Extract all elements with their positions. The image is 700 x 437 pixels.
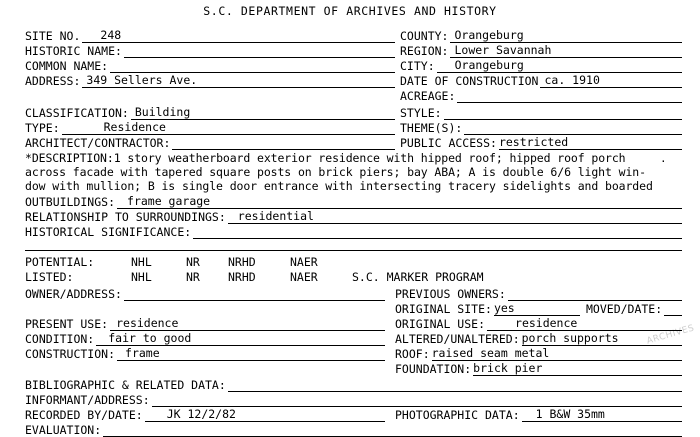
address-rule[interactable]: [82, 75, 395, 88]
potential-option-nr[interactable]: NR: [186, 255, 200, 269]
roof-rule[interactable]: [432, 348, 682, 361]
listed-option-naer[interactable]: NAER: [290, 270, 318, 284]
region-value: Lower Savannah: [454, 45, 552, 57]
archives-stamp: ARCHIVES: [645, 323, 696, 347]
field-moved-date[interactable]: [586, 301, 682, 316]
roof-label: ROOF:: [395, 347, 430, 361]
roof-value: raised seam metal: [431, 348, 550, 360]
field-present-use[interactable]: [25, 316, 385, 331]
present-use-value: residence: [116, 318, 179, 330]
field-date-of-construction[interactable]: [400, 73, 682, 88]
field-historical-significance[interactable]: [25, 224, 682, 239]
historic-name-rule[interactable]: [124, 45, 395, 58]
relationship-value: residential: [237, 211, 314, 223]
field-type[interactable]: [25, 120, 395, 135]
date-of-construction-value: ca. 1910: [544, 75, 600, 87]
region-rule[interactable]: [450, 45, 682, 58]
outbuildings-label: OUTBUILDINGS:: [25, 195, 116, 209]
historical-significance-label: HISTORICAL SIGNIFICANCE:: [25, 225, 192, 239]
county-label: COUNTY:: [400, 29, 449, 43]
field-city[interactable]: [400, 58, 682, 73]
field-informant-address[interactable]: [25, 392, 682, 407]
outbuildings-value: frame garage: [127, 196, 211, 208]
relationship-label: RELATIONSHIP TO SURROUNDINGS:: [25, 210, 226, 224]
potential-option-nhl[interactable]: NHL: [131, 255, 152, 269]
field-site-no[interactable]: [25, 28, 395, 43]
listed-option-nrhd[interactable]: NRHD: [228, 270, 256, 284]
description-line-3: dow with mullion; B is single door entrance with intersecting tracery sidelights and boarded: [25, 179, 653, 193]
field-common-name[interactable]: [25, 58, 395, 73]
photographic-data-value: 1 B&W 35mm: [535, 409, 605, 421]
county-rule[interactable]: [450, 30, 682, 43]
potential-option-naer[interactable]: NAER: [290, 255, 318, 269]
moved-date-label: MOVED/DATE:: [586, 302, 663, 316]
site-no-label: SITE NO.: [25, 29, 81, 43]
city-value: Orangeburg: [454, 60, 524, 72]
present-use-label: PRESENT USE:: [25, 317, 109, 331]
description-line-1: [25, 152, 626, 165]
original-site-value: yes: [493, 303, 515, 315]
architect-contractor-rule[interactable]: [172, 137, 395, 150]
description-line-2: across facade with tapered square posts on brick piers; bay ABA; A is double 6/6 light win-: [25, 165, 646, 179]
site-no-value: 248: [100, 30, 122, 42]
description-label: *DESCRIPTION:: [25, 151, 114, 165]
informant-address-rule[interactable]: [152, 394, 682, 407]
field-county[interactable]: [400, 28, 682, 43]
city-label: CITY:: [400, 59, 435, 73]
foundation-value: brick pier: [473, 363, 543, 375]
foundation-rule[interactable]: [473, 363, 682, 376]
informant-address-label: INFORMANT/ADDRESS:: [25, 393, 150, 407]
original-use-value: residence: [515, 318, 578, 330]
owner-address-rule[interactable]: [124, 288, 385, 301]
field-bibliographic[interactable]: [25, 377, 682, 392]
listed-option-nr[interactable]: NR: [186, 270, 200, 284]
condition-value: fair to good: [108, 333, 192, 345]
original-use-rule[interactable]: [487, 318, 682, 331]
style-label: STYLE:: [400, 106, 442, 120]
evaluation-label: EVALUATION:: [25, 423, 102, 437]
field-photographic-data[interactable]: [395, 407, 682, 422]
bibliographic-rule[interactable]: [228, 379, 682, 392]
field-address[interactable]: [25, 73, 395, 88]
public-access-rule[interactable]: [499, 137, 682, 150]
field-roof[interactable]: [395, 346, 682, 361]
address-value: 349 Sellers Ave.: [86, 75, 198, 87]
themes-rule[interactable]: [464, 122, 682, 135]
historical-significance-rule[interactable]: [193, 226, 682, 239]
altered-unaltered-label: ALTERED/UNALTERED:: [395, 332, 520, 346]
document-title: S.C. DEPARTMENT OF ARCHIVES AND HISTORY: [203, 4, 497, 18]
field-original-site[interactable]: [395, 301, 580, 316]
present-use-rule[interactable]: [110, 318, 385, 331]
field-construction[interactable]: [25, 346, 385, 361]
site-no-rule[interactable]: [82, 30, 395, 43]
recorded-by-date-label: RECORDED BY/DATE:: [25, 408, 143, 422]
field-outbuildings[interactable]: [25, 194, 682, 209]
style-rule[interactable]: [444, 107, 682, 120]
type-value: Residence: [103, 122, 166, 134]
field-architect-contractor[interactable]: [25, 135, 395, 150]
field-region[interactable]: [400, 43, 682, 58]
condition-label: CONDITION:: [25, 332, 95, 346]
altered-unaltered-value: porch supports: [521, 333, 619, 345]
field-relationship-to-surroundings[interactable]: [25, 209, 682, 224]
field-altered-unaltered[interactable]: [395, 331, 682, 346]
field-historic-name[interactable]: [25, 43, 395, 58]
recorded-by-date-rule[interactable]: [145, 409, 385, 422]
classification-value: Building: [134, 107, 191, 119]
classification-label: CLASSIFICATION:: [25, 106, 129, 120]
public-access-value: restricted: [498, 137, 569, 149]
description-text-1: 1 story weatherboard exterior residence with hipped roof; hipped roof porch: [113, 151, 626, 165]
common-name-label: COMMON NAME:: [25, 59, 109, 73]
field-evaluation[interactable]: [25, 422, 682, 437]
listed-option-nhl[interactable]: NHL: [131, 270, 152, 284]
field-style[interactable]: [400, 105, 682, 120]
field-foundation[interactable]: [395, 361, 682, 376]
field-original-use[interactable]: [395, 316, 682, 331]
potential-label: POTENTIAL:: [25, 255, 95, 269]
bibliographic-label: BIBLIOGRAPHIC & RELATED DATA:: [25, 378, 226, 392]
type-rule[interactable]: [62, 122, 395, 135]
construction-rule[interactable]: [117, 348, 385, 361]
evaluation-rule[interactable]: [103, 424, 682, 437]
field-themes[interactable]: [400, 120, 682, 135]
common-name-rule[interactable]: [110, 60, 395, 73]
original-site-label: ORIGINAL SITE:: [395, 302, 492, 316]
field-classification[interactable]: [25, 105, 395, 120]
acreage-rule[interactable]: [457, 90, 682, 103]
region-label: REGION:: [400, 44, 449, 58]
foundation-label: FOUNDATION:: [395, 362, 472, 376]
section-divider-1: [25, 250, 682, 251]
previous-owners-label: PREVIOUS OWNERS:: [395, 287, 506, 301]
historic-name-label: HISTORIC NAME:: [25, 44, 122, 58]
original-site-rule[interactable]: [494, 303, 580, 316]
date-of-construction-label: DATE OF CONSTRUCTION: [400, 74, 539, 88]
field-public-access[interactable]: [400, 135, 682, 150]
previous-owners-rule[interactable]: [508, 288, 682, 301]
potential-row: [25, 256, 94, 269]
themes-label: THEME(S):: [400, 121, 463, 135]
date-of-construction-rule[interactable]: [540, 75, 682, 88]
field-owner-address[interactable]: [25, 286, 385, 301]
field-acreage[interactable]: [400, 88, 682, 103]
public-access-label: PUBLIC ACCESS:: [400, 136, 497, 150]
potential-option-nrhd[interactable]: NRHD: [228, 255, 256, 269]
city-rule[interactable]: [437, 60, 682, 73]
type-label: TYPE:: [25, 121, 60, 135]
moved-date-rule[interactable]: [664, 303, 682, 316]
outbuildings-rule[interactable]: [117, 196, 682, 209]
field-condition[interactable]: [25, 331, 385, 346]
listed-label: LISTED:: [25, 270, 74, 284]
recorded-by-date-value: JK 12/2/82: [166, 409, 236, 421]
condition-rule[interactable]: [96, 333, 385, 346]
address-label: ADDRESS:: [25, 74, 81, 88]
photographic-data-label: PHOTOGRAPHIC DATA:: [395, 408, 520, 422]
construction-label: CONSTRUCTION:: [25, 347, 116, 361]
original-use-label: ORIGINAL USE:: [395, 317, 486, 331]
relationship-rule[interactable]: [228, 211, 682, 224]
photographic-data-rule[interactable]: [522, 409, 682, 422]
field-previous-owners[interactable]: [395, 286, 682, 301]
acreage-label: ACREAGE:: [400, 89, 456, 103]
field-recorded-by-date[interactable]: [25, 407, 385, 422]
construction-value: frame: [125, 348, 160, 360]
architect-contractor-label: ARCHITECT/CONTRACTOR:: [25, 136, 171, 150]
description-trailing-mark: .: [660, 152, 667, 165]
owner-address-label: OWNER/ADDRESS:: [25, 287, 122, 301]
county-value: Orangeburg: [454, 30, 524, 42]
sc-marker-program-label[interactable]: S.C. MARKER PROGRAM: [352, 270, 484, 284]
classification-rule[interactable]: [131, 107, 395, 120]
